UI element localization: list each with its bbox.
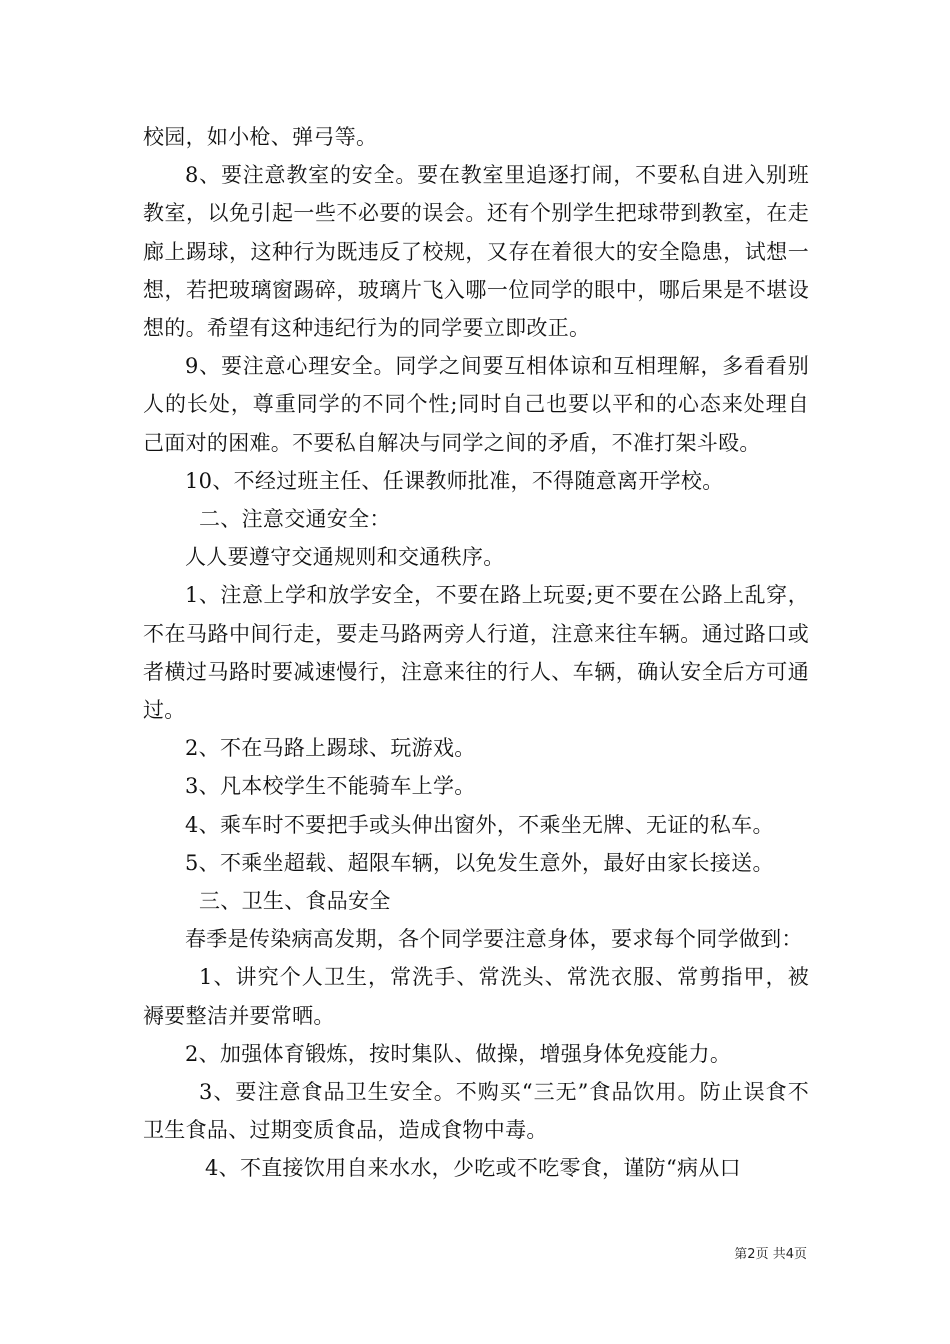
paragraph-traffic-3: 3、凡本校学生不能骑车上学。 [185,774,476,799]
paragraph-traffic-intro: 人人要遵守交通规则和交通秩序。 [185,545,505,570]
footer-prefix: 第 [734,1247,748,1262]
paragraph-traffic-5: 5、不乘坐超载、超限车辆，以免发生意外，最好由家长接送。 [185,850,774,875]
paragraph-item-9: 9、要注意心理安全。同学之间要互相体谅和互相理解，多看看别人的长处，尊重同学的不同个性;同时自己也要以平和的心态来处理自己面对的困难。不要私自解决与同学之间的矛盾，不准打架斗殴。 [143,354,809,455]
section-heading-food: 三、卫生、食品安全 [199,889,391,914]
paragraph-food-1: 1、讲究个人卫生，常洗手、常洗头、常洗衣服、常剪指甲，被褥要整洁并要常晒。 [143,965,809,1028]
paragraph-traffic-4: 4、乘车时不要把手或头伸出窗外，不乘坐无牌、无证的私车。 [185,812,774,837]
paragraph-food-3: 3、要注意食品卫生安全。不购买“三无”食品饮用。防止误食不卫生食品、过期变质食品，造成食物中毒。 [143,1080,809,1143]
footer-middle: 页 共 [755,1247,786,1262]
paragraph-item-10: 10、不经过班主任、任课教师批准，不得随意离开学校。 [185,468,724,493]
paragraph-continuation: 校园，如小枪、弹弓等。 [143,125,378,149]
paragraph-item-8: 8、要注意教室的安全。要在教室里追逐打闹，不要私自进入别班教室，以免引起一些不必要的误会。还有个别学生把球带到教室，在走廊上踢球，这种行为既违反了校规，又存在着很大的安全隐患，试想一想，若把玻璃窗踢碎，玻璃片飞入哪一位同学的眼中，哪后果是不堪设想的。希望有这种违纪行为的同学要立即改正。 [143,163,809,341]
footer-current-page: 2 [747,1247,756,1262]
paragraph-food-intro: 春季是传染病高发期，各个同学要注意身体，要求每个同学做到： [185,927,803,952]
paragraph-traffic-1: 1、注意上学和放学安全，不要在路上玩耍;更不要在公路上乱穿，不在马路中间行走，要走马路两旁人行道，注意来往车辆。通过路口或者横过马路时要减速慢行，注意来往的行人、车辆，确认安全后方可通过。 [143,583,809,723]
paragraph-traffic-2: 2、不在马路上踢球、玩游戏。 [185,736,476,761]
footer-suffix: 页 [793,1247,807,1262]
page-number-footer [734,1246,807,1264]
document-body [143,118,809,1188]
footer-total-pages: 4 [785,1247,794,1262]
paragraph-food-4: 4、不直接饮用自来水水，少吃或不吃零食，谨防“病从口 [205,1156,741,1181]
section-heading-traffic: 二、注意交通安全： [199,507,391,532]
paragraph-food-2: 2、加强体育锻炼，按时集队、做操，增强身体免疫能力。 [185,1041,732,1066]
